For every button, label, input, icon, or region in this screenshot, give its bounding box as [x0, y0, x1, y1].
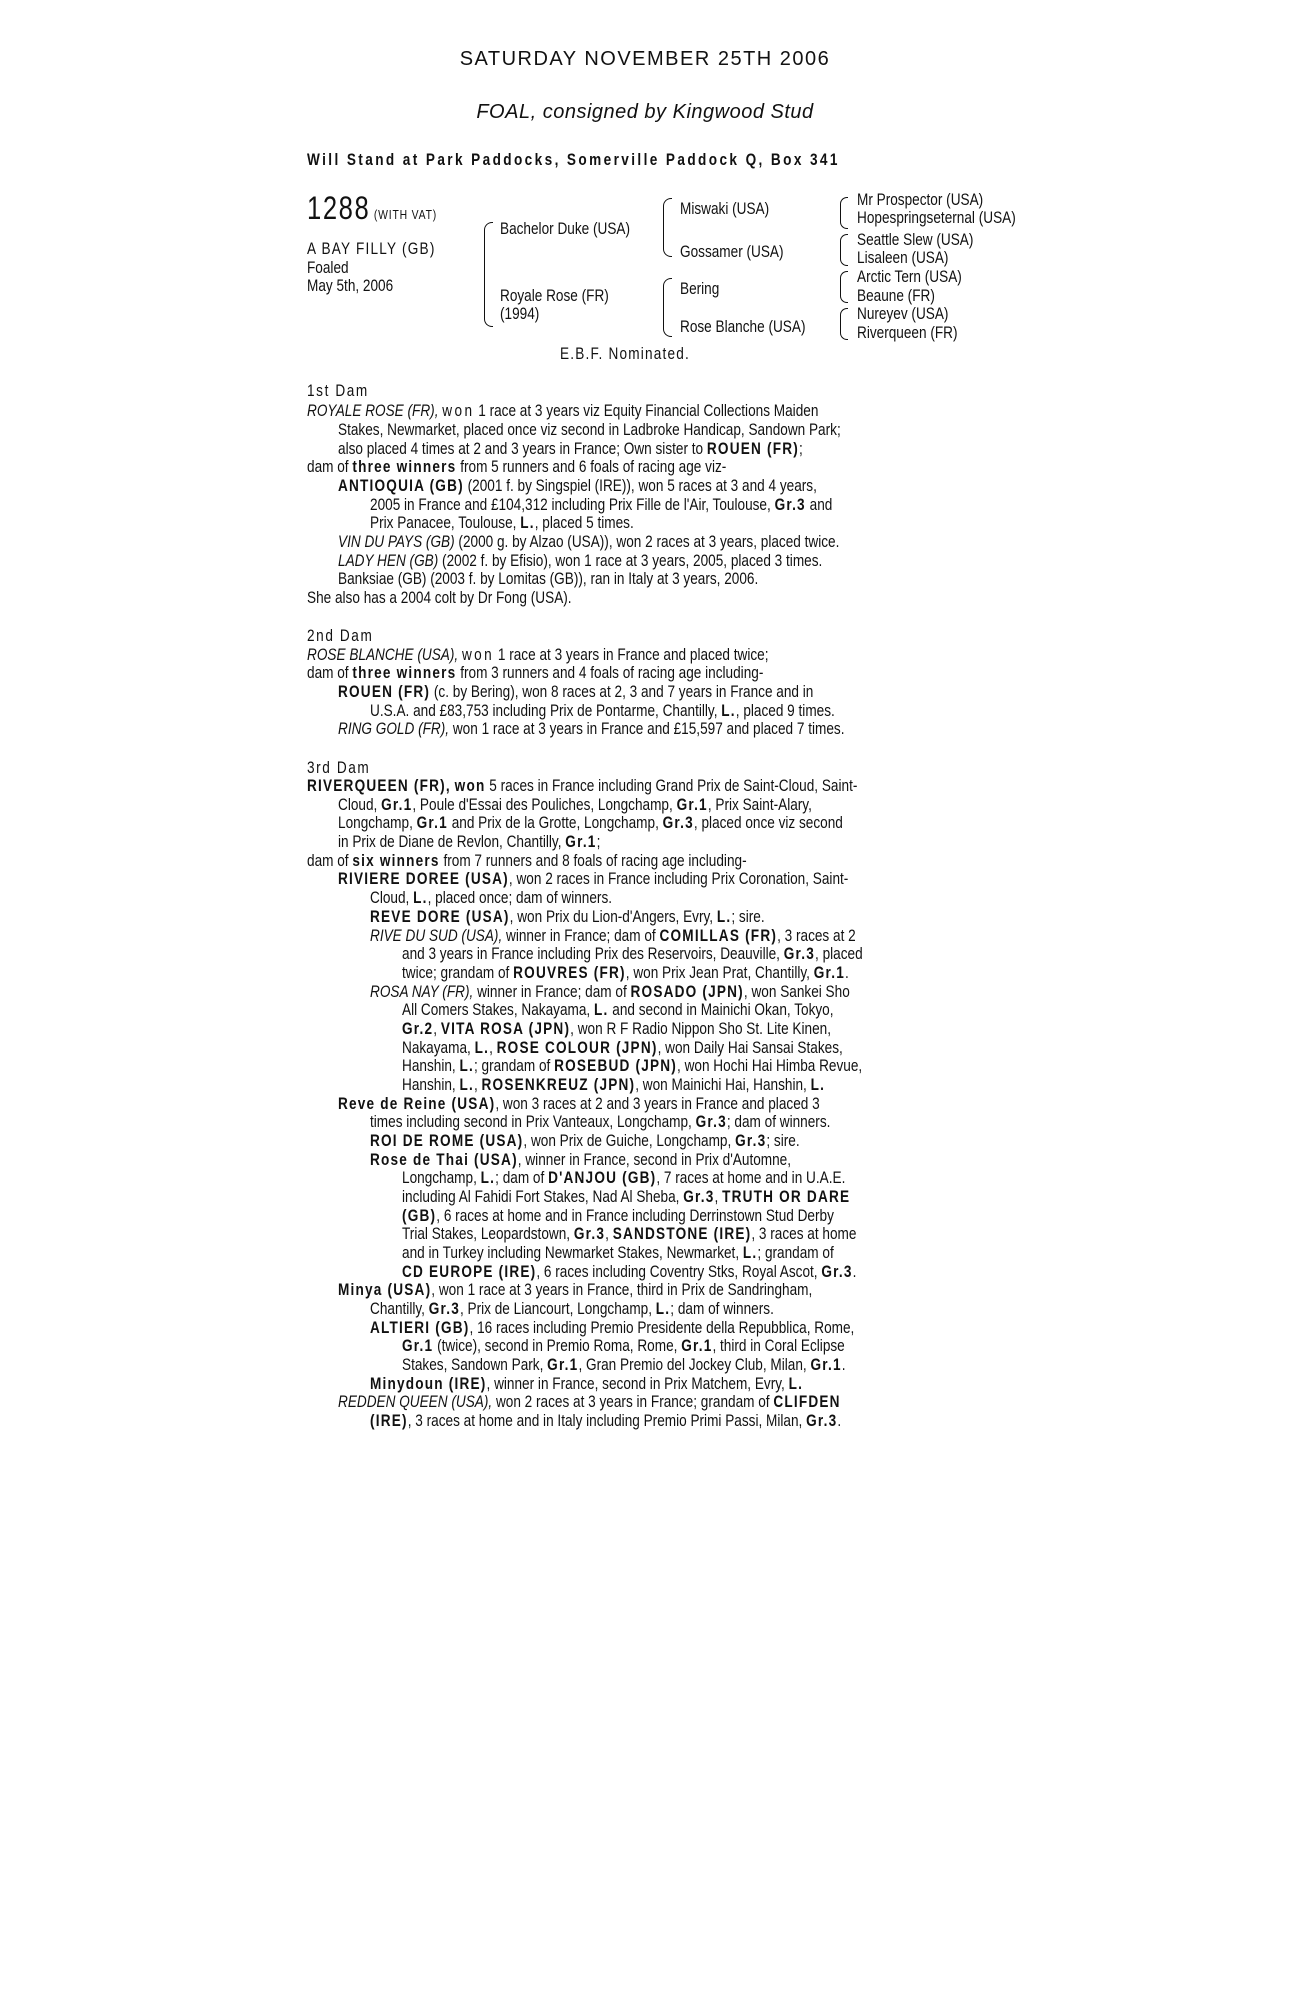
pedigree-brace-sd: [840, 234, 848, 266]
third-dam-line: Gr.1 (twice), second in Premio Roma, Rome, Gr.1, third in Coral Eclipse: [402, 1336, 845, 1355]
ebf-nomination: E.B.F. Nominated.: [560, 344, 691, 363]
third-dam-line: Nakayama, L., ROSE COLOUR (JPN), won Daily Hai Sansai Stakes,: [402, 1038, 843, 1057]
pedigree-brace-ss: [840, 197, 848, 229]
pedigree-dam-dam: Rose Blanche (USA): [680, 317, 806, 336]
first-dam-line: She also has a 2004 colt by Dr Fong (USA).: [307, 588, 572, 607]
first-dam-line: VIN DU PAYS (GB) (2000 g. by Alzao (USA)), won 2 races at 3 years, placed twice.: [338, 532, 840, 551]
second-dam-line: U.S.A. and £83,753 including Prix de Pontarme, Chantilly, L., placed 9 times.: [370, 701, 835, 720]
third-dam-line: Longchamp, Gr.1 and Prix de la Grotte, Longchamp, Gr.3, placed once viz second: [338, 813, 843, 832]
pedigree-sire: Bachelor Duke (USA): [500, 219, 631, 238]
third-dam-line: ROSA NAY (FR), winner in France; dam of ROSADO (JPN), won Sankei Sho: [370, 982, 850, 1001]
foaled-label: Foaled: [307, 258, 349, 277]
third-dam-line: (IRE), 3 races at home and in Italy including Premio Primi Passi, Milan, Gr.3.: [370, 1411, 842, 1430]
third-dam-line: twice; grandam of ROUVRES (FR), won Prix Jean Prat, Chantilly, Gr.1.: [402, 963, 849, 982]
third-dam-line: CD EUROPE (IRE), 6 races including Coventry Stks, Royal Ascot, Gr.3.: [402, 1262, 857, 1281]
consignment-line: FOAL, consigned by Kingwood Stud: [476, 101, 814, 123]
third-dam-line: and in Turkey including Newmarket Stakes, Newmarket, L.; grandam of: [402, 1243, 834, 1262]
pedigree-brace-dd: [840, 308, 848, 340]
vat-label: (WITH VAT): [373, 207, 437, 222]
first-dam-line: Stakes, Newmarket, placed once viz second in Ladbroke Handicap, Sandown Park;: [338, 420, 841, 439]
third-dam-heading: 3rd Dam: [307, 758, 371, 777]
pedigree-brace-dam-bottom: [663, 308, 672, 337]
sale-date-header: SATURDAY NOVEMBER 25TH 2006: [459, 48, 831, 70]
second-dam-line: ROSE BLANCHE (USA), won 1 race at 3 years in France and placed twice;: [307, 645, 769, 664]
pedigree-sds: Seattle Slew (USA): [857, 230, 974, 249]
first-dam-line: Banksiae (GB) (2003 f. by Lomitas (GB)), ran in Italy at 3 years, 2006.: [338, 569, 759, 588]
pedigree-dam-sire: Bering: [680, 279, 720, 298]
third-dam-line: dam of six winners from 7 runners and 8 foals of racing age including-: [307, 851, 747, 870]
first-dam-line: ANTIOQUIA (GB) (2001 f. by Singspiel (IRE)), won 5 races at 3 and 4 years,: [338, 476, 817, 495]
second-dam-line: dam of three winners from 3 runners and 4 foals of racing age including-: [307, 663, 764, 682]
pedigree-dss: Arctic Tern (USA): [857, 267, 962, 286]
pedigree-brace-ds: [840, 271, 848, 303]
first-dam-line: dam of three winners from 5 runners and 6 foals of racing age viz-: [307, 457, 727, 476]
lot-number: 1288: [307, 190, 371, 226]
first-dam-heading: 1st Dam: [307, 381, 369, 400]
third-dam-line: Hanshin, L.; grandam of ROSEBUD (JPN), won Hochi Hai Himba Revue,: [402, 1056, 863, 1075]
pedigree-ddd: Riverqueen (FR): [857, 323, 958, 342]
third-dam-line: Gr.2, VITA ROSA (JPN), won R F Radio Nippon Sho St. Lite Kinen,: [402, 1019, 831, 1038]
third-dam-line: Trial Stakes, Leopardstown, Gr.3, SANDSTONE (IRE), 3 races at home: [402, 1224, 857, 1243]
first-dam-line: 2005 in France and £104,312 including Prix Fille de l'Air, Toulouse, Gr.3 and: [370, 495, 833, 514]
pedigree-brace-main-bottom: [484, 284, 493, 327]
third-dam-line: Chantilly, Gr.3, Prix de Liancourt, Longchamp, L.; dam of winners.: [370, 1299, 774, 1318]
first-dam-line: also placed 4 times at 2 and 3 years in France; Own sister to ROUEN (FR);: [338, 439, 803, 458]
third-dam-line: Reve de Reine (USA), won 3 races at 2 and 3 years in France and placed 3: [338, 1094, 820, 1113]
third-dam-line: RIVE DU SUD (USA), winner in France; dam of COMILLAS (FR), 3 races at 2: [370, 926, 856, 945]
third-dam-line: Cloud, L., placed once; dam of winners.: [370, 888, 613, 907]
third-dam-line: Stakes, Sandown Park, Gr.1, Gran Premio del Jockey Club, Milan, Gr.1.: [402, 1355, 846, 1374]
third-dam-line: ROI DE ROME (USA), won Prix de Guiche, Longchamp, Gr.3; sire.: [370, 1131, 800, 1150]
pedigree-dsd: Beaune (FR): [857, 286, 935, 305]
lot-number-block: [307, 190, 437, 227]
foaled-date: May 5th, 2006: [307, 276, 394, 295]
third-dam-line: Minya (USA), won 1 race at 3 years in France, third in Prix de Sandringham,: [338, 1280, 813, 1299]
first-dam-line: ROYALE ROSE (FR), won 1 race at 3 years viz Equity Financial Collections Maiden: [307, 401, 819, 420]
pedigree-brace-dam-top: [663, 278, 672, 309]
pedigree-sire-sire: Miswaki (USA): [680, 199, 770, 218]
pedigree-brace-main-top: [484, 222, 493, 285]
first-dam-line: Prix Panacee, Toulouse, L., placed 5 times.: [370, 513, 634, 532]
pedigree-sdd: Lisaleen (USA): [857, 248, 949, 267]
stand-location: Will Stand at Park Paddocks, Somerville Paddock Q, Box 341: [307, 150, 840, 169]
second-dam-line: RING GOLD (FR), won 1 race at 3 years in France and £15,597 and placed 7 times.: [338, 719, 845, 738]
third-dam-line: RIVIERE DOREE (USA), won 2 races in France including Prix Coronation, Saint-: [338, 869, 849, 888]
second-dam-heading: 2nd Dam: [307, 626, 374, 645]
pedigree-dam-year: (1994): [500, 304, 540, 323]
third-dam-line: Hanshin, L., ROSENKREUZ (JPN), won Mainichi Hai, Hanshin, L.: [402, 1075, 826, 1094]
first-dam-line: LADY HEN (GB) (2002 f. by Efisio), won 1 race at 3 years, 2005, placed 3 times.: [338, 551, 823, 570]
third-dam-line: including Al Fahidi Fort Stakes, Nad Al Sheba, Gr.3, TRUTH OR DARE: [402, 1187, 851, 1206]
lot-description: A BAY FILLY (GB): [307, 239, 436, 258]
pedigree-brace-sire-bottom: [663, 228, 672, 257]
pedigree-sss: Mr Prospector (USA): [857, 190, 984, 209]
third-dam-line: in Prix de Diane de Revlon, Chantilly, Gr.1;: [338, 832, 601, 851]
third-dam-line: REVE DORE (USA), won Prix du Lion-d'Angers, Evry, L.; sire.: [370, 907, 765, 926]
third-dam-line: Cloud, Gr.1, Poule d'Essai des Pouliches, Longchamp, Gr.1, Prix Saint-Alary,: [338, 795, 812, 814]
third-dam-line: (GB), 6 races at home and in France including Derrinstown Stud Derby: [402, 1206, 834, 1225]
third-dam-line: All Comers Stakes, Nakayama, L. and second in Mainichi Okan, Tokyo,: [402, 1000, 834, 1019]
pedigree-dam: Royale Rose (FR): [500, 286, 609, 305]
third-dam-line: ALTIERI (GB), 16 races including Premio Presidente della Repubblica, Rome,: [370, 1318, 855, 1337]
third-dam-line: and 3 years in France including Prix des Reservoirs, Deauville, Gr.3, placed: [402, 944, 863, 963]
second-dam-line: ROUEN (FR) (c. by Bering), won 8 races at 2, 3 and 7 years in France and in: [338, 682, 814, 701]
pedigree-brace-sire-top: [663, 198, 672, 229]
third-dam-line: times including second in Prix Vanteaux, Longchamp, Gr.3; dam of winners.: [370, 1112, 831, 1131]
third-dam-line: REDDEN QUEEN (USA), won 2 races at 3 years in France; grandam of CLIFDEN: [338, 1392, 841, 1411]
pedigree-dds: Nureyev (USA): [857, 304, 949, 323]
third-dam-line: Rose de Thai (USA), winner in France, second in Prix d'Automne,: [370, 1150, 792, 1169]
pedigree-ssd: Hopespringseternal (USA): [857, 208, 1016, 227]
third-dam-line: RIVERQUEEN (FR), won 5 races in France including Grand Prix de Saint-Cloud, Saint-: [307, 776, 858, 795]
third-dam-line: Longchamp, L.; dam of D'ANJOU (GB), 7 races at home and in U.A.E.: [402, 1168, 846, 1187]
pedigree-sire-dam: Gossamer (USA): [680, 242, 784, 261]
third-dam-line: Minydoun (IRE), winner in France, second in Prix Matchem, Evry, L.: [370, 1374, 804, 1393]
